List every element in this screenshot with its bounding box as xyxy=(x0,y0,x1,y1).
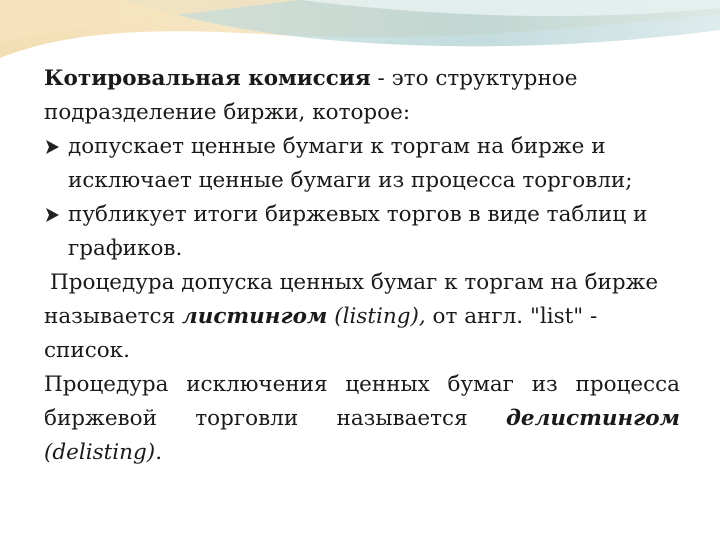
term-listing-en: (listing), xyxy=(327,304,426,329)
arrow-bullet-icon xyxy=(44,198,64,223)
bullet-item-admit xyxy=(44,130,680,198)
definition-text: - это структурное подразделение биржи, которое: xyxy=(44,66,578,125)
listing-text-after: от англ. "list" - список. xyxy=(44,304,598,363)
header-wave-decoration xyxy=(0,0,720,70)
term-committee: Котировальная комиссия xyxy=(44,66,371,91)
listing-text-before: Процедура допуска ценных бумаг к торгам на бирже называется xyxy=(44,270,659,329)
term-delisting-en: (delisting) xyxy=(44,440,156,465)
term-delisting: делистингом xyxy=(505,406,680,431)
bullet-text: публикует итоги биржевых торгов в виде таблиц и графиков. xyxy=(68,202,648,261)
bullet-text: допускает ценные бумаги к торгам на бирже и исключает ценные бумаги из процесса торговли; xyxy=(68,134,633,193)
term-listing: листингом xyxy=(181,304,328,329)
arrow-bullet-icon xyxy=(44,130,64,155)
bullet-item-publish xyxy=(44,198,680,266)
definition-paragraph xyxy=(44,62,680,130)
slide-content xyxy=(44,62,680,470)
delisting-text-before: Процедура исключения ценных бумаг из процесса биржевой торговли называется xyxy=(44,372,680,431)
delisting-text-after: . xyxy=(155,440,163,465)
delisting-paragraph xyxy=(44,368,680,470)
listing-paragraph xyxy=(44,266,680,368)
